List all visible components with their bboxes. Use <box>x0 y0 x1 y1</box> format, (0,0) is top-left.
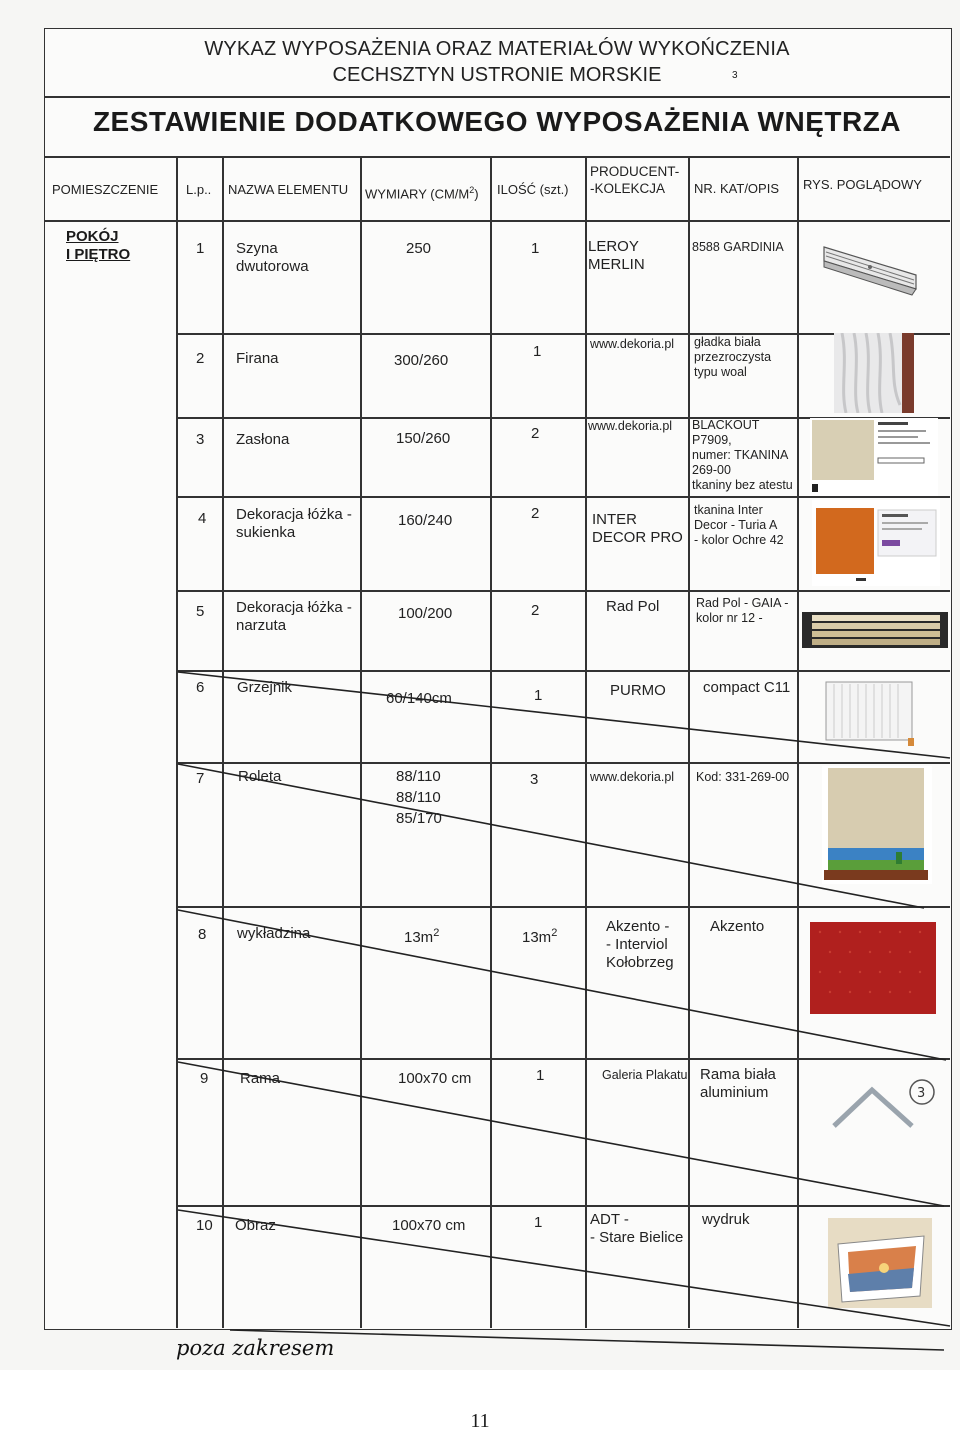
row5-name: Dekoracja łóżka - narzuta <box>236 599 352 634</box>
handwritten-note: poza zakresem <box>176 1336 335 1360</box>
row4-dims: 160/240 <box>398 512 453 529</box>
row2-producer: www.dekoria.pl <box>590 337 675 351</box>
row6-name: Grzejnik <box>237 679 293 696</box>
row7-catalog: Kod: 331-269-00 <box>696 770 790 784</box>
row5-dims: 100/200 <box>398 605 453 622</box>
svg-text:3: 3 <box>917 1086 926 1101</box>
row3-lp: 3 <box>196 431 205 448</box>
row2-catalog: gładka biała przezroczysta typu woal <box>694 335 772 379</box>
row7-qty: 3 <box>530 771 539 788</box>
section-heading: ZESTAWIENIE DODATKOWEGO WYPOSAŻENIA WNĘTRZA <box>92 106 902 137</box>
column-header-picture: RYS. POGLĄDOWY <box>803 177 922 192</box>
row2-qty: 1 <box>533 343 542 360</box>
row3-dims: 150/260 <box>396 430 451 447</box>
row2-lp: 2 <box>196 350 205 367</box>
row9-qty: 1 <box>536 1067 545 1084</box>
row8-name: wykładzina <box>237 925 311 942</box>
row1-dims: 250 <box>406 240 432 257</box>
row5-lp: 5 <box>196 603 205 620</box>
row7-dims: 88/110 88/110 85/170 <box>396 768 442 827</box>
row1-lp: 1 <box>196 240 205 257</box>
column-header-qty: ILOŚĆ (szt.) <box>497 182 569 197</box>
document-title-line2: CECHSZTYN USTRONIE MORSKIE <box>332 64 662 86</box>
row4-catalog: tkanina Inter Decor - Turia A - kolor Ochre 42 <box>694 503 784 547</box>
row10-name: Obraz <box>235 1217 276 1234</box>
column-header-producer-2: -KOLEKCJA <box>590 181 666 196</box>
column-header-catalog: NR. KAT/OPIS <box>694 181 779 196</box>
row1-catalog: 8588 GARDINIA <box>692 240 784 254</box>
page-number: 11 <box>470 1410 490 1432</box>
row4-qty: 2 <box>531 505 540 522</box>
row5-producer: Rad Pol <box>606 598 660 615</box>
row3-producer: www.dekoria.pl <box>588 419 673 433</box>
column-header-lp: L.p.. <box>186 182 212 197</box>
row2-name: Firana <box>236 350 279 367</box>
row10-dims: 100x70 cm <box>392 1217 466 1234</box>
row10-producer: ADT - - Stare Bielice <box>590 1211 684 1246</box>
row1-name: Szyna dwutorowa <box>236 240 309 275</box>
row4-name: Dekoracja łóżka - sukienka <box>236 506 352 541</box>
row8-qty: $13m^2$ <box>522 927 558 946</box>
row6-catalog: compact C11 <box>703 679 791 696</box>
row7-name: Roleta <box>238 768 282 785</box>
row5-qty: 2 <box>531 602 540 619</box>
document-title-line1: WYKAZ WYPOSAŻENIA ORAZ MATERIAŁÓW WYKOŃCZENIA <box>204 38 790 60</box>
row9-dims: 100x70 cm <box>398 1070 472 1087</box>
row9-name: Rama <box>240 1070 281 1087</box>
row8-lp: 8 <box>198 926 207 943</box>
row8-producer: Akzento - - Interviol Kołobrzeg <box>606 918 674 971</box>
row3-qty: 2 <box>531 425 540 442</box>
row8-catalog: Akzento <box>710 918 765 935</box>
row10-lp: 10 <box>196 1217 213 1234</box>
row6-qty: 1 <box>534 687 543 704</box>
row7-lp: 7 <box>196 770 205 787</box>
page-mark: 3 <box>732 70 738 81</box>
column-header-name: NAZWA ELEMENTU <box>228 182 349 197</box>
row1-qty: 1 <box>531 240 540 257</box>
row6-dims: 60/140cm <box>386 690 452 707</box>
row7-producer: www.dekoria.pl <box>590 770 675 784</box>
row10-qty: 1 <box>534 1214 543 1231</box>
row9-lp: 9 <box>200 1070 209 1087</box>
column-header-room: POMIESZCZENIE <box>52 182 159 197</box>
row6-lp: 6 <box>196 679 205 696</box>
row3-catalog: BLACKOUT P7909, numer: TKANINA 269-00 tkaniny bez atestu <box>692 418 793 492</box>
room-label: POKÓJ I PIĘTRO <box>66 228 131 263</box>
row10-catalog: wydruk <box>702 1211 750 1228</box>
row9-catalog: Rama biała aluminium <box>700 1066 776 1101</box>
row3-name: Zasłona <box>236 431 290 448</box>
row8-dims: $13m^2$ <box>404 927 440 946</box>
column-header-producer-1: PRODUCENT- <box>590 164 680 179</box>
row2-dims: 300/260 <box>394 352 449 369</box>
row5-catalog: Rad Pol - GAIA - kolor nr 12 - <box>696 596 789 625</box>
row4-producer: INTER DECOR PRO <box>592 511 683 546</box>
row1-producer: LEROY MERLIN <box>588 238 645 273</box>
column-header-dims: WYMIARY $(CM/M^2)$ <box>365 185 479 202</box>
row6-producer: PURMO <box>610 682 666 699</box>
row4-lp: 4 <box>198 510 207 527</box>
row9-producer: Galeria Plakatu <box>602 1068 688 1082</box>
